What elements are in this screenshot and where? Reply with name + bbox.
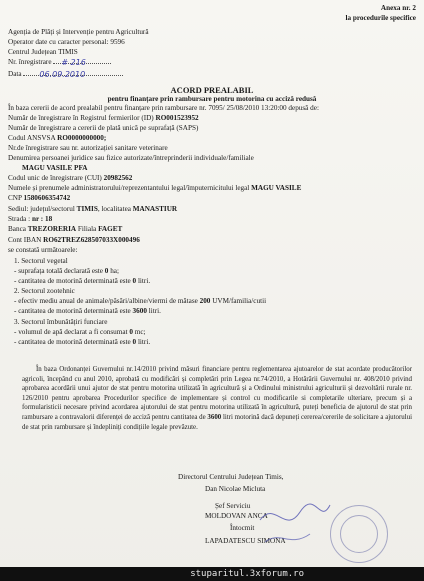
admin-value: MAGU VASILE	[251, 184, 302, 192]
operator-line: Operator date cu caracter personal: 9596	[8, 38, 125, 46]
watermark-text: stuparitul.3xforum.ro	[190, 569, 304, 579]
date-label: Data	[8, 70, 22, 78]
findings-intro: se constată următoarele:	[8, 246, 78, 254]
sediu-row: Sediul: județul/sectorul TIMIS, localitatea MANASTIUR	[8, 205, 178, 213]
section-funciare-title: 3. Sectorul îmbunătățiri funciare	[14, 318, 108, 326]
ansvsa-value: RO0000000000;	[57, 134, 107, 142]
section-vegetal-fuel: - cantitatea de motorină determinată este 0 litri.	[14, 277, 151, 285]
registration-handwritten: # 216	[61, 58, 86, 67]
director-name: Dan Nicolae Micluta	[205, 485, 266, 493]
vet-row: Nr.de înregistrare sau nr. autorizației sanitare veterinare	[8, 144, 168, 152]
annex-reference: la procedurile specifice	[345, 14, 416, 22]
registration-row	[8, 58, 111, 66]
head-of-service-name: MOLDOVAN ANCA	[205, 512, 268, 520]
county-centre: Centrul Județean TIMIS	[8, 48, 78, 56]
section-funciare-fuel: - cantitatea de motorină determinată este 0 litri.	[14, 338, 151, 346]
agency-name: Agenția de Plăți și Intervenție pentru Agricultură	[8, 28, 149, 36]
date-row	[8, 70, 123, 78]
legal-paragraph: În baza Ordonanței Guvernului nr.14/2010 privind măsuri financiare pentru reglementarea ajutoarelor de stat acordate producătorilor agricoli, începând cu anul 2010, aprobată cu modificări și completări prin Legea nr.74/2010, a Hotărârii Guvernului nr. 408/2010 privind aprobarea acordării unui ajutor de stat pentru motorina utilizată în agricultură și a Ordinului ministrului agriculturii și dezvoltării rurale nr. 126/2010 pentru aprobarea Procedurilor specifice de implementare și control cu modificarile si completarile ulteriare, precum și a formularisticii necesare privind acordarea ajutorului de stat pentru motorina utilizată în agricultură, puteți beneficia de ajutorul de stat prin rambursare a contravalorii diferenței de acciză pentru cantitatea de 3600 litri motorină dacă depuneți cererea/cererile de solicitare a ajutorului de stat prin rambursare și îndepliniți condițiile legale prevăzute.	[22, 366, 412, 431]
branch-value: FAGET	[98, 225, 123, 233]
intro-text: În baza cererii de acord prealabil pentru finanțare prin rambursare nr. 7095/ 25/08/2010 13:20:00 depusă de:	[8, 104, 319, 112]
section-vegetal-area: - suprafața totală declarată este 0 ha;	[14, 267, 119, 275]
cnp-value: 1580606354742	[23, 194, 71, 202]
document-title: ACORD PREALABIL	[170, 85, 254, 95]
sediu-judet: TIMIS	[76, 205, 98, 213]
head-of-service-title: Șef Serviciu	[215, 502, 251, 510]
strada-value: nr : 18	[31, 215, 53, 223]
section-funciare-water: - volumul de apă declarat a fi consumat 0 mc;	[14, 328, 146, 336]
sediu-localitate: MANASTIUR	[132, 205, 178, 213]
director-title: Directorul Centrului Județean Timis,	[178, 473, 284, 481]
iban-row: Cont IBAN RO62TREZ628507033X000496	[8, 236, 140, 244]
cui-row: Codul unic de înregistrare (CUI) 20982562	[8, 174, 133, 182]
ansvsa-row: Codul ANSVSA RO0000000000;	[8, 134, 107, 142]
prepared-by-title: Întocmit	[230, 524, 255, 532]
section-zootehnic-animals: - efectiv mediu anual de animale/păsări/albine/viermi de mătase 200 UVM/familia/cutii	[14, 297, 267, 305]
iban-value: RO62TREZ628507033X000496	[43, 236, 140, 244]
section-zootehnic-fuel: - cantitatea de motorină determinată este 3600 litri.	[14, 307, 161, 315]
farmer-id-value: RO001523952	[155, 114, 199, 122]
registration-label: Nr. înregistrare	[8, 58, 52, 66]
farmer-id-row: Număr de înregistrare în Registrul fermierilor (ID) RO001523952	[8, 114, 199, 122]
document-subtitle: pentru finanțare prin rambursare pentru motorina cu acciză redusă	[107, 95, 317, 103]
bank-row: Banca TREZORERIA Filiala FAGET	[8, 225, 123, 233]
company-name: MAGU VASILE PFA	[22, 164, 88, 172]
denumire-row: Denumirea persoanei juridice sau fizice autorizate/întreprinderii individuale/familiale	[8, 154, 254, 162]
date-handwritten: 06.09.2010	[39, 70, 86, 79]
legal-quantity: 3600	[207, 413, 222, 421]
annex-number: Anexa nr. 2	[380, 4, 416, 12]
official-stamp	[330, 505, 388, 563]
admin-row: Numele și prenumele administratorului/reprezentantului legal/împuternicitului legal MAGU VASILE	[8, 184, 302, 192]
prepared-by-name: LAPADATESCU SIMONA	[205, 537, 286, 545]
watermark-bar	[0, 567, 424, 581]
bank-value: TREZORERIA	[27, 225, 77, 233]
saps-row: Număr de înregistrare a cererii de plată unică pe suprafață (SAPS)	[8, 124, 199, 132]
section-vegetal-title: 1. Sectorul vegetal	[14, 257, 68, 265]
cnp-row: CNP 1580606354742	[8, 194, 71, 202]
strada-row: Strada : nr : 18	[8, 215, 53, 223]
handwritten-signature	[255, 490, 335, 550]
cui-value: 20982562	[103, 174, 133, 182]
section-zootehnic-title: 2. Sectorul zootehnic	[14, 287, 75, 295]
